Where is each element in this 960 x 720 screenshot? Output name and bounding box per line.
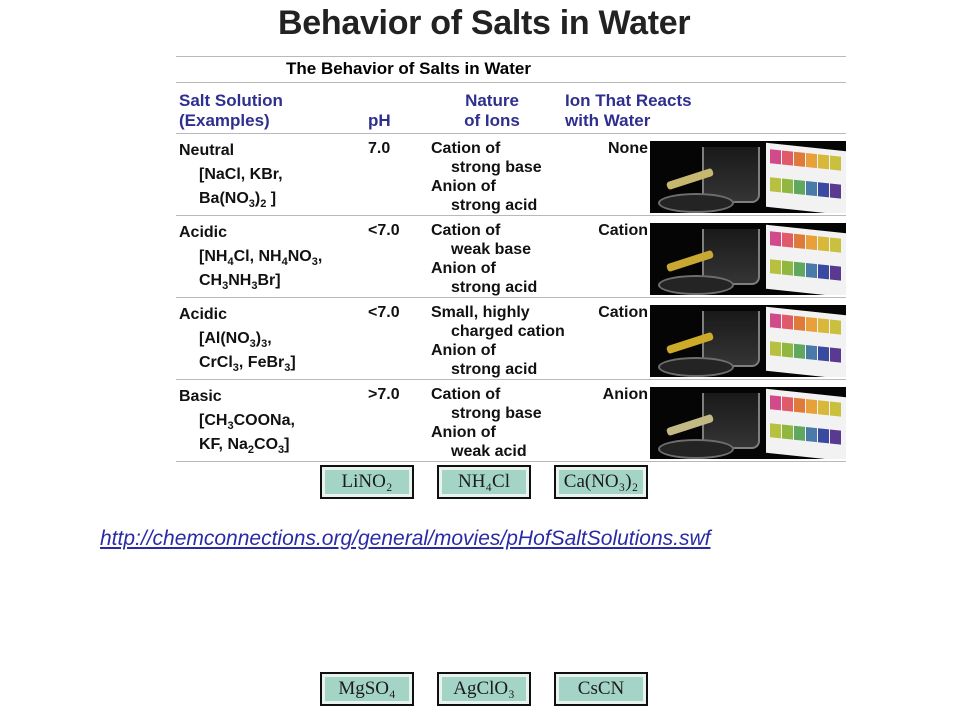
- photo-neutral: [650, 141, 846, 213]
- photo-acidic-1: [650, 223, 846, 295]
- salt-button-nh4cl[interactable]: NH₄Cl: [437, 465, 531, 499]
- row-neutral-ion: None: [608, 140, 648, 157]
- salt-button-cscn[interactable]: CsCN: [554, 672, 648, 706]
- header-rule: [176, 133, 846, 134]
- header-salt-solution: Salt Solution (Examples): [179, 91, 283, 130]
- row-acidic-ph-2: <7.0: [368, 304, 400, 321]
- row-neutral-ph: 7.0: [368, 140, 391, 157]
- row-acidic-nature-2: Small, highly charged cation Anion of strong acid: [431, 304, 565, 378]
- salts-table: [176, 56, 846, 468]
- row-acidic-ion-2: Cation: [598, 304, 648, 321]
- table-top-rule: [176, 56, 846, 57]
- row-basic-ion: Anion: [602, 386, 648, 403]
- photo-basic: [650, 387, 846, 459]
- page-title: Behavior of Salts in Water: [278, 4, 691, 42]
- photo-acidic-2: [650, 305, 846, 377]
- row-neutral-nature: Cation of strong base Anion of strong acid: [431, 140, 542, 214]
- row-rule-2: [176, 297, 846, 298]
- table-title-rule: [176, 82, 846, 83]
- row-basic-salts: Basic [$CH_3COONa$, KF, $Na_2CO_3$]: [179, 388, 295, 456]
- header-ion-reacts: Ion That Reacts with Water: [565, 91, 692, 130]
- row-basic-ph: >7.0: [368, 386, 400, 403]
- row-acidic-nature-1: Cation of weak base Anion of strong acid: [431, 222, 538, 296]
- row-rule-1: [176, 215, 846, 216]
- row-acidic-salts-2: Acidic [$Al(NO_3)_3$, CrCl$_3$, FeBr$_3$]: [179, 306, 296, 374]
- salt-button-lino2[interactable]: LiNO₂: [320, 465, 414, 499]
- source-link[interactable]: http://chemconnections.org/general/movies/pHofSaltSolutions.swf: [100, 527, 711, 550]
- row-neutral-salts: Neutral [NaCl, KBr, $Ba(NO_3)_2$ ]: [179, 142, 283, 210]
- salt-button-cano32[interactable]: Ca(NO₃)₂: [554, 465, 648, 499]
- header-ph: pH: [368, 111, 391, 130]
- row-rule-3: [176, 379, 846, 380]
- row-basic-nature: Cation of strong base Anion of weak acid: [431, 386, 542, 460]
- salt-button-mgso4[interactable]: MgSO₄: [320, 672, 414, 706]
- table-title: The Behavior of Salts in Water: [286, 59, 531, 78]
- row-acidic-ph-1: <7.0: [368, 222, 400, 239]
- row-acidic-ion-1: Cation: [598, 222, 648, 239]
- table-bottom-rule: [176, 461, 846, 462]
- row-acidic-salts-1: Acidic [$NH_4Cl$, $NH_4NO_3$, $CH_3NH_3Br$]: [179, 224, 323, 292]
- header-nature-of-ions: Nature of Ions: [464, 91, 520, 130]
- salt-button-agclo3[interactable]: AgClO₃: [437, 672, 531, 706]
